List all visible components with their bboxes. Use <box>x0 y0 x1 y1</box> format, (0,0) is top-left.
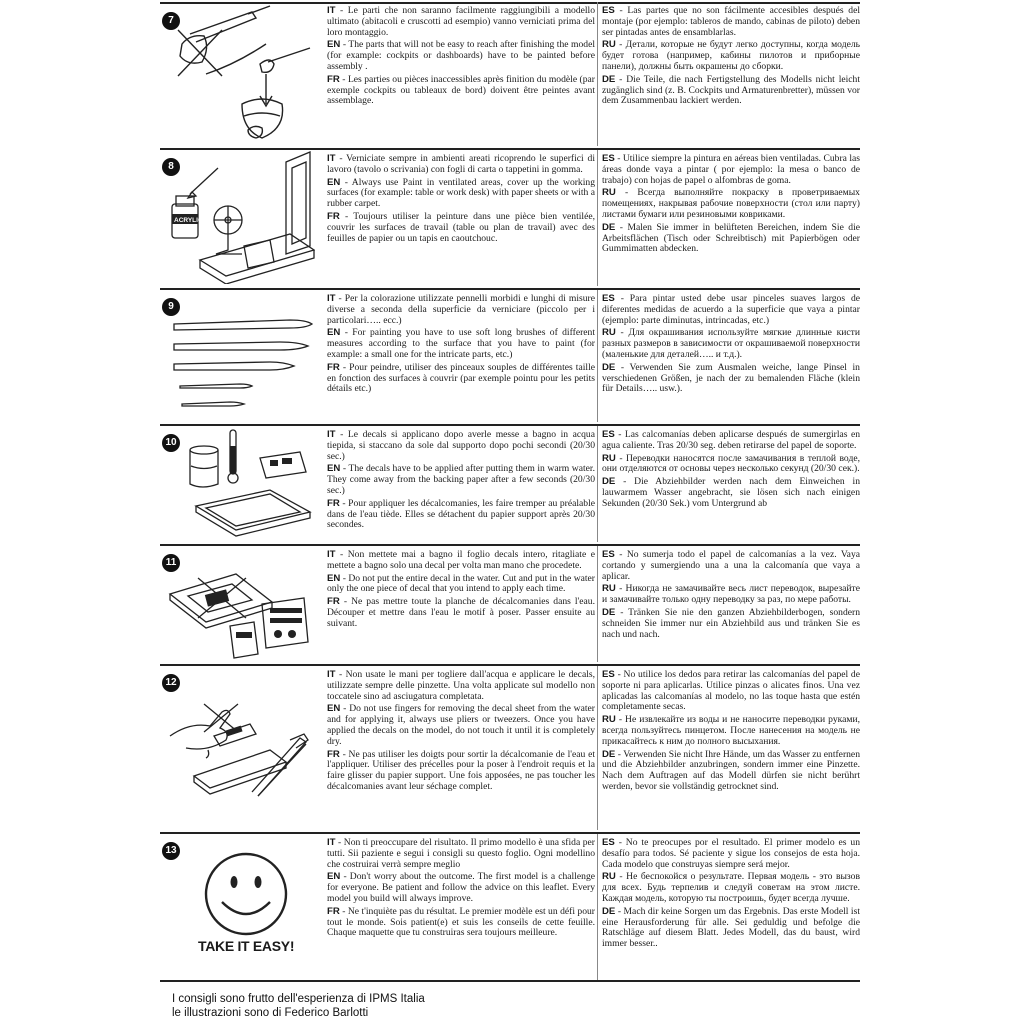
step-11-text-left: IT - Non mettete mai a bagno il foglio decals intero, ritagliate e mettete a bagno solo una decal per volta man mano che procedete. EN - Do not put the entire decal in the water. Cut and put in the water only the one piece of decal that you intend to apply each time. FR - Ne pas mettre toute la planche de décalcomanies dans l'eau. Découper et mettre dans l'eau le motif à poser. Passer ensuite au suivant. <box>327 549 595 629</box>
text-ru: Детали, которые не будут легко доступны, когда модель будет готова (например, кабины пилотов и приборные панели), должны быть окрашены до сборки. <box>602 39 861 72</box>
step-8-text-right: ES - Utilice siempre la pintura en aéreas bien ventiladas. Cubra las áreas donde vaya a pintar ( por ejemplo: la mesa o banco de trabajo) con hojas de papel o alfombras de goma. RU - Всегда выполняйте покраску в проветриваемых помещениях, накрывая рабочие поверхности (стол или парту) листами бумаги или резиновыми ковриками. DE - Malen Sie immer in belüfteten Bereichen, indem Sie die Arbeitsflächen (Tisch oder Schreibtisch) mit Papierbögen oder Gummimatten abdecken. <box>602 153 861 255</box>
step-number: 9 <box>162 298 180 316</box>
brushes-icon <box>160 290 315 420</box>
step-number: 10 <box>162 434 180 452</box>
paint-brush-cockpit-icon <box>160 4 315 144</box>
text-es: Las partes que no son fácilmente accesibles después del montaje (por ejemplo: tableros de mando, cabinas de piloto) deben ser pintadas antes de ensamblarlas. <box>602 5 860 38</box>
text-de: Die Teile, die nach Fertigstellung des Modells nicht leicht zugänglich sind (z. B. Cockpits und Armaturenbretter), müssen vor dem Zusammenbau lackiert werden. <box>602 73 861 107</box>
step-number: 7 <box>162 12 180 30</box>
step-10 <box>160 424 860 544</box>
step-number: 11 <box>162 554 180 572</box>
step-7-illustration <box>160 4 315 148</box>
step-8 <box>160 148 860 288</box>
step-8-illustration <box>160 150 315 286</box>
decal-water-tray-icon <box>160 426 315 542</box>
step-7 <box>160 0 860 148</box>
step-9-text-left: IT - Per la colorazione utilizzate pennelli morbidi e lunghi di misure diverse a seconda della superficie da verniciare (piccolo per i particolari….. ecc.) EN - For painting you have to use soft long brushes of different measures according to the surface that you have to paint (for example: a small one for the intricate parts, etc.) FR - Pour peindre, utiliser des pinceaux souples de différentes taille en fonction des surfaces à couvrir (par exemple pointu pour les petits détails etc.) <box>327 293 595 395</box>
step-11-text-right: ES - No sumerja todo el papel de calcomanías a la vez. Vaya cortando y sumergiendo una a una la calcomanía que vaya a aplicar. RU - Никогда не замачивайте весь лист переводок, вырезайте и замачивайте только одну переводку за раз, по мере работы. DE - Tränken Sie nie den ganzen Abziehbilderbogen, sondern schneiden Sie immer nur ein Abziehbild aus und tränken Sie es nach und nach. <box>602 549 860 640</box>
step-7-text-left: IT - Le parti che non saranno facilmente raggiungibili a modello ultimato (abitacoli e cruscotti ad esempio) vanno verniciati prima del loro montaggio. EN - The parts that will not be easy to reach after finishing the model (for example: cockpits or dashboards) have to be painted before assembly . FR - Les parties ou pièces inaccessibles après finition du modèle (par exemple cockpits ou tableaux de bord) doivent être peintes avant assemblage. <box>327 5 596 107</box>
tweezers-decal-icon <box>160 666 315 826</box>
step-10-text-right: ES - Las calcomanías deben aplicarse después de sumergirlas en agua caliente. Tras 20/30 seg. deben retirarse del papel de soporte. RU - Переводки наносятся после замачивания в теплой воде, они отделяются от основы через несколько секунд (20/30 сек.). DE - Die Abziehbilder werden nach dem Einweichen in lauwarmem Wasser angebracht, sie lösen sich nach einigen Sekunden (20/30 Sek.) vom Untergrund ab <box>602 429 860 509</box>
text-en: The parts that will not be easy to reach after finishing the model (for example: cockpits or dashboards) have to be painted before assembly . <box>327 39 595 72</box>
step-9-text-right: ES - Para pintar usted debe usar pinceles suaves largos de diferentes medidas de acuerdo a la superficie que vaya a pintar (ejemplo: parte diminutas, intrincadas, etc.) RU - Для окрашивания используйте мягкие длинные кисти разных размеров в зависимости от окрашиваемой поверхности (маленькие для деталей….. и т.д.). DE - Verwenden Sie zum Ausmalen weiche, lange Pinsel in verschiedenen Größen, je nach der zu bemalenden Fläche (klein für Details….. usw.). <box>602 293 861 395</box>
step-11 <box>160 544 860 664</box>
ventilated-workspace-icon <box>160 150 315 284</box>
smiley-face-icon <box>160 834 315 980</box>
step-number: 13 <box>162 842 180 860</box>
take-it-easy-slogan: TAKE IT EASY! <box>198 938 295 954</box>
step-12-text-left: IT - Non usate le mani per togliere dall'acqua e applicare le decals, utilizzate sempre delle pinzette. Una volta applicate sul modello non toccatele sino ad asciugatura completata. EN - Do not use fingers for removing the decal sheet from the water and for applying it, always use pliers or tweezers. Once you have applied the decals on the model, do not touch it until it is completely dry. FR - Ne pas utiliser les doigts pour sortir la décalcomanie de l'eau et l'appliquer. Utiliser des précelles pour la poser à l'endroit requis et la faire glisser du papier support. Une fois apposées, ne pas toucher les décalcomanies avant leur séchage complet. <box>327 669 595 792</box>
credits-footer <box>172 992 425 1020</box>
single-decal-icon <box>160 546 315 662</box>
step-13-illustration <box>160 834 315 980</box>
step-number: 8 <box>162 158 180 176</box>
credits-line-1: I consigli sono frutto dell'esperienza di IPMS Italia <box>172 993 425 1005</box>
step-9-illustration <box>160 290 315 422</box>
step-10-text-left: IT - Le decals si applicano dopo averle messe a bagno in acqua tiepida, si staccano da sole dal supporto dopo pochi secondi (20/30 sec.) EN - The decals have to be applied after putting them in warm water. They come away from the backing paper after a few seconds (20/30 sec.) FR - Pour appliquer les décalcomanies, les faire tremper au préalable dans de l'eau tiède. Elles se détachent du papier support après 20/30 secondes. <box>327 429 595 531</box>
step-7-text-right: ES - Las partes que no son fácilmente accesibles después del montaje (por ejemplo: tableros de mando, cabinas de piloto) deben ser pintadas antes de ensamblarlas. RU - Детали, которые не будут легко доступны, когда модель будет готова (например, кабины пилотов и приборные панели), должны быть окрашены до сборки. DE - Die Teile, die nach Fertigstellung des Modells nicht leicht zugänglich sind (z. B. Cockpits und Armaturenbretter), müssen vor dem Zusammenbau lackiert werden. <box>602 5 861 107</box>
step-9 <box>160 288 860 424</box>
step-13-text-left: IT - Non ti preoccupare del risultato. Il primo modello è una sfida per tutti. Sii paziente e segui i consigli su questo foglio. Ogni modellino che costruirai verrà sempre meglio EN - Don't worry about the outcome. The first model is a challenge for everyone. Be patient and follow the advice on this leaflet. Every model you build will always improve. FR - Ne t'inquiète pas du résultat. Le premier modèle est un défi pour tout le monde. Sois patient(e) et suis les conseils de cette feuille. Chaque maquette que tu construiras sera toujours meilleure. <box>327 837 596 939</box>
text-fr: Les parties ou pièces inaccessibles après finition du modèle (par exemple cockpits ou tableaux de bord) doivent être peintes avant assemblage. <box>327 73 595 107</box>
step-11-illustration <box>160 546 315 662</box>
step-12-text-right: ES - No utilice los dedos para retirar las calcomanías del papel de soporte ni para aplicarlas. Utilice pinzas o alicates finos. Una vez aplicadas las calcomanías al modelo, no las toque hasta que estén completamente secas. RU - Не извлекайте из воды и не наносите переводки руками, всегда пользуйтесь пинцетом. После нанесения на модель не прикасайтесь к ним до полного высыхания. DE - Verwenden Sie nicht Ihre Hände, um das Wasser zu entfernen und die Abziehbilder anzubringen, sondern immer eine Pinzette. Nach dem Auftragen auf das Modell dürfen sie nicht berührt werden, bevor sie vollständig getrocknet sind. <box>602 669 860 792</box>
step-number: 12 <box>162 674 180 692</box>
acrylic-label: ACRYLIC <box>174 217 203 224</box>
credits-line-2: le illustrazioni sono di Federico Barlotti <box>172 1007 369 1019</box>
step-12-illustration <box>160 666 315 830</box>
step-13-text-right: ES - No te preocupes por el resultado. El primer modelo es un desafío para todos. Sé paciente y sigue los consejos de esta hoja. Cada modelo que construyas siempre será mejor. RU - Не беспокойся о результате. Первая модель - это вызов для всех. Будь терпелив и следуй советам на этом листе. Каждая модель, которую ты построишь, будет всегда лучше. DE - Mach dir keine Sorgen um das Ergebnis. Das erste Modell ist eine Herausforderung für alle. Sei geduldig und befolge die Ratschläge auf diesem Blatt. Jedes Modell, das du baust, wird immer besser.. <box>602 837 860 950</box>
step-12 <box>160 664 860 832</box>
step-13 <box>160 832 860 982</box>
instruction-page <box>160 0 1024 1024</box>
step-8-text-left: IT - Verniciate sempre in ambienti areati ricoprendo le superfici di lavoro (tavolo o scrivania) con fogli di carta o tappetini in gomma. EN - Always use Paint in ventilated areas, cover up the working surfaces (for example: table or work desk) with paper sheets or with a rubber carpet. FR - Toujours utiliser la peinture dans une pièce bien ventilée, couvrir les surfaces de travail (table ou plan de travail) avec des feuilles de papier ou un tapis en caoutchouc. <box>327 153 595 244</box>
text-it: Le parti che non saranno facilmente raggiungibili a modello ultimato (abitacoli e cruscotti ad esempio) vanno verniciati prima del loro montaggio. <box>327 5 596 38</box>
step-10-illustration <box>160 426 315 542</box>
